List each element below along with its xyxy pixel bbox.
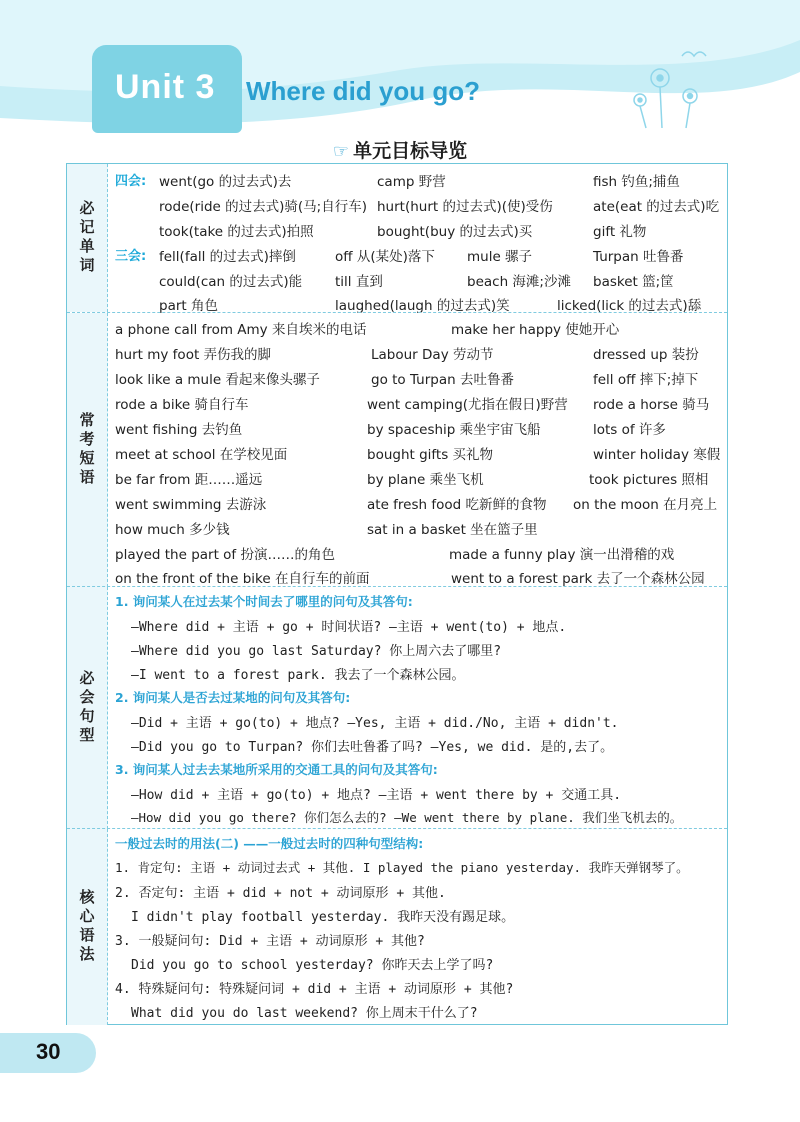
grammar-item: 4. 特殊疑问句: 特殊疑问词 + did + 主语 + 动词原形 + 其他? [115,982,514,997]
phrase-item: went fishing 去钓鱼 [115,422,243,438]
vocab-item: till 直到 [335,274,383,290]
phrases-label: 常考短语 [67,313,108,587]
phrase-item: look like a mule 看起来像头骡子 [115,372,320,388]
vocab-item: fell(fall 的过去式)摔倒 [159,249,296,265]
section-heading [0,136,800,163]
phrase-item: meet at school 在学校见面 [115,447,288,463]
vocab-item: part 角色 [159,298,218,314]
phrase-item: be far from 距……遥远 [115,472,263,488]
vocab-item: laughed(laugh 的过去式)笑 [335,298,510,314]
phrase-item: a phone call from Amy 来自埃米的电话 [115,322,367,338]
vocab-item: camp 野营 [377,174,446,190]
sentence-item: —Did you go to Turpan? 你们去吐鲁番了吗? —Yes, we did. 是的,去了。 [131,740,614,755]
vocab-item: hurt(hurt 的过去式)(使)受伤 [377,199,553,215]
summary-table [66,163,728,1025]
vocab-item: could(can 的过去式)能 [159,274,303,290]
grammar-item: Did you go to school yesterday? 你昨天去上学了吗? [131,958,494,973]
vocab-item: mule 骡子 [467,249,533,265]
phrase-item: by plane 乘坐飞机 [367,472,484,488]
vocab-item: basket 篮;筐 [593,274,674,290]
phrase-item: rode a horse 骑马 [593,397,710,413]
phrase-item: made a funny play 演一出滑稽的戏 [449,547,675,563]
phrase-item: played the part of 扮演……的角色 [115,547,335,563]
sentence-note: 2. 询问某人是否去过某地的问句及其答句: [115,690,351,705]
grammar-row [67,828,727,1025]
sentence-note: 3. 询问某人过去去某地所采用的交通工具的问句及其答句: [115,762,438,777]
vocab-item: bought(buy 的过去式)买 [377,224,533,240]
grammar-item: 3. 一般疑问句: Did + 主语 + 动词原形 + 其他? [115,934,425,949]
phrase-item: went swimming 去游泳 [115,497,267,513]
phrase-item: dressed up 装扮 [593,347,699,363]
grammar-item: I didn't play football yesterday. 我昨天没有踢足球。 [131,910,515,925]
phrase-item: by spaceship 乘坐宇宙飞船 [367,422,541,438]
grammar-note: 一般过去时的用法(二) ——一般过去时的四种句型结构: [115,836,424,851]
vocab-level-4: 四会: [115,174,147,189]
phrase-item: rode a bike 骑自行车 [115,397,249,413]
vocab-item: fish 钓鱼;捕鱼 [593,174,680,190]
vocab-level-3: 三会: [115,249,147,264]
unit-subtitle: Where did you go? [246,76,480,106]
sentence-note: 1. 询问某人在过去某个时间去了哪里的问句及其答句: [115,594,413,609]
grammar-label: 核心语法 [67,829,108,1025]
vocab-item: rode(ride 的过去式)骑(马;自行车) [159,199,367,215]
phrase-item: on the moon 在月亮上 [573,497,718,513]
section-heading-text: 单元目标导览 [353,140,468,162]
sentences-row [67,586,727,829]
vocab-item: gift 礼物 [593,224,647,240]
grammar-item: 2. 否定句: 主语 + did + not + 动词原形 + 其他. [115,886,446,901]
phrase-item: on the front of the bike 在自行车的前面 [115,571,370,587]
phrase-item: went camping(尤指在假日)野营 [367,397,568,413]
phrase-item: ate fresh food 吃新鲜的食物 [367,497,547,513]
sentence-item: —Where did + 主语 + go + 时间状语? —主语 + went(to) + 地点. [131,620,567,635]
sentence-item: —How did you go there? 你们怎么去的? —We went there by plane. 我们坐飞机去的。 [131,810,683,825]
vocab-item: went(go 的过去式)去 [159,174,292,190]
sentences-label: 必会句型 [67,587,108,829]
phrase-item: went to a forest park 去了一个森林公园 [451,571,705,587]
vocab-row [67,164,727,312]
phrases-row [67,312,727,587]
phrase-item: took pictures 照相 [589,472,709,488]
phrase-item: hurt my foot 弄伤我的脚 [115,347,272,363]
phrase-item: go to Turpan 去吐鲁番 [371,372,514,388]
pointing-hand-icon: ☞ [332,141,350,162]
phrase-item: how much 多少钱 [115,522,230,538]
phrase-item: make her happy 使她开心 [451,322,620,338]
sentence-item: —I went to a forest park. 我去了一个森林公园。 [131,668,465,683]
page-number-tab [0,1033,96,1073]
vocab-item: Turpan 吐鲁番 [593,249,684,265]
phrase-item: fell off 摔下;掉下 [593,372,699,388]
vocab-item: took(take 的过去式)拍照 [159,224,314,240]
vocab-item: licked(lick 的过去式)舔 [557,298,702,314]
page-header [0,0,800,135]
phrase-item: bought gifts 买礼物 [367,447,494,463]
sentence-item: —How did + 主语 + go(to) + 地点? —主语 + went there by + 交通工具. [131,788,622,803]
sentence-item: —Did + 主语 + go(to) + 地点? —Yes, 主语 + did./No, 主语 + didn't. [131,716,619,731]
grammar-item: What did you do last weekend? 你上周末干什么了? [131,1006,478,1021]
page-number: 30 [36,1039,61,1064]
sentence-item: —Where did you go last Saturday? 你上周六去了哪里? [131,644,502,659]
vocab-label: 必记单词 [67,164,108,312]
unit-title: Unit 3 [115,68,216,106]
phrase-item: winter holiday 寒假 [593,447,721,463]
vocab-item: beach 海滩;沙滩 [467,274,571,290]
grammar-item: 1. 肯定句: 主语 + 动词过去式 + 其他. I played the piano yesterday. 我昨天弹钢琴了。 [115,860,689,875]
vocab-item: ate(eat 的过去式)吃 [593,199,720,215]
phrase-item: lots of 许多 [593,422,666,438]
vocab-item: off 从(某处)落下 [335,249,435,265]
phrase-item: sat in a basket 坐在篮子里 [367,522,538,538]
phrase-item: Labour Day 劳动节 [371,347,494,363]
